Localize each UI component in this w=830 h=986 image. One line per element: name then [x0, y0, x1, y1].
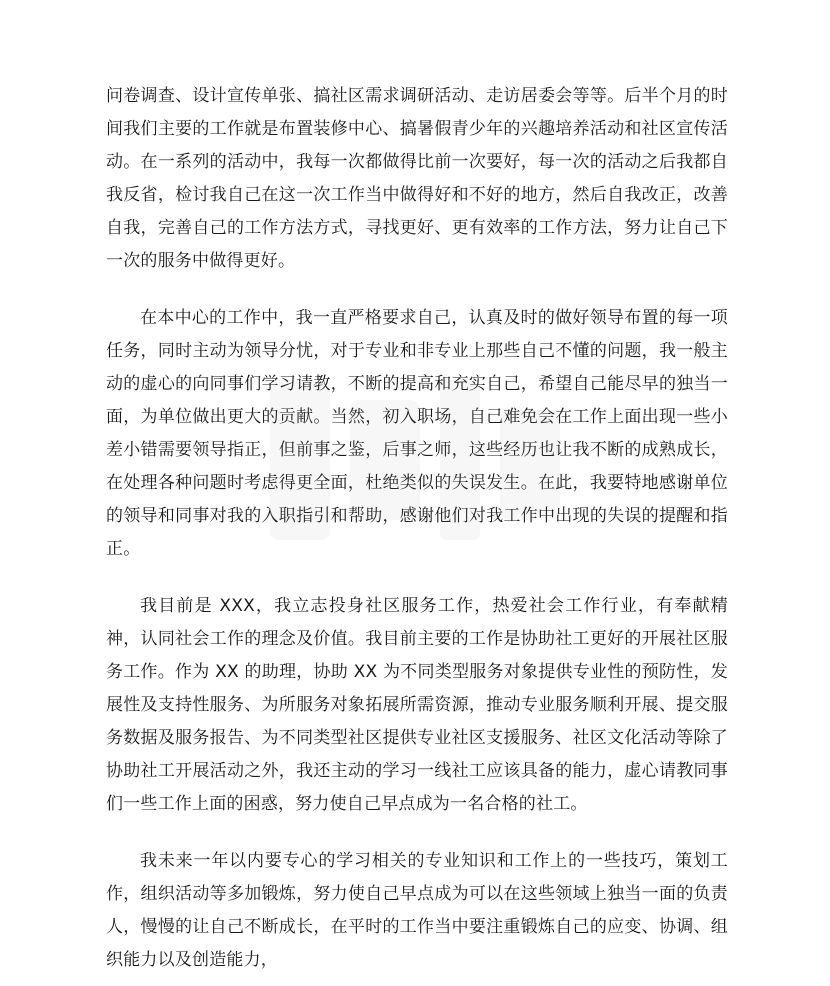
document-page: [106, 80, 728, 977]
paragraph-4: 我未来一年以内要专心的学习相关的专业知识和工作上的一些技巧，策划工作，组织活动等多加锻炼，努力使自己早点成为可以在这些领域上独当一面的负责人，慢慢的让自己不断成长，在平时的工作当中要注重锻炼自己的应变、协调、组织能力以及创造能力，: [106, 851, 728, 970]
paragraph-1: 问卷调查、设计宣传单张、搞社区需求调研活动、走访居委会等等。后半个月的时间我们主要的工作就是布置装修中心、搞暑假青少年的兴趣培养活动和社区宣传活动。在一系列的活动中，我每一次都做得比前一次要好，每一次的活动之后我都自我反省，检讨我自己在这一次工作当中做得好和不好的地方，然后自我改正，改善自我，完善自己的工作方法方式，寻找更好、更有效率的工作方法，努力让自己下一次的服务中做得更好。: [106, 86, 728, 271]
paragraph-3: 我目前是 XXX，我立志投身社区服务工作，热爱社会工作行业，有奉献精神，认同社会工作的理念及价值。我目前主要的工作是协助社工更好的开展社区服务工作。作为 XX 的助理，协助 XX 为不同类型服务对象提供专业性的预防性，发展性及支持性服务、为所服务对象拓展所需资源，推动专业服务顺利开展、提交服务数据及服务报告、为不同类型社区提供专业社区支援服务、社区文化活动等除了协助社工开展活动之外，我还主动的学习一线社工应该具备的能力，虚心请教同事们一些工作上面的困惑，努力使自己早点成为一名合格的社工。: [106, 596, 728, 814]
paragraph-2: 在本中心的工作中，我一直严格要求自己，认真及时的做好领导布置的每一项任务，同时主动为领导分忧，对于专业和非专业上那些自己不懂的问题，我一般主动的虚心的向同事们学习请教，不断的提高和充实自己，希望自己能尽早的独当一面，为单位做出更大的贡献。当然，初入职场，自己难免会在工作上面出现一些小差小错需要领导指正，但前事之鉴，后事之师，这些经历也让我不断的成熟成长，在处理各种问题时考虑得更全面，杜绝类似的失误发生。在此，我要特地感谢单位的领导和同事对我的入职指引和帮助，感谢他们对我工作中出现的失误的提醒和指正。: [106, 308, 728, 559]
